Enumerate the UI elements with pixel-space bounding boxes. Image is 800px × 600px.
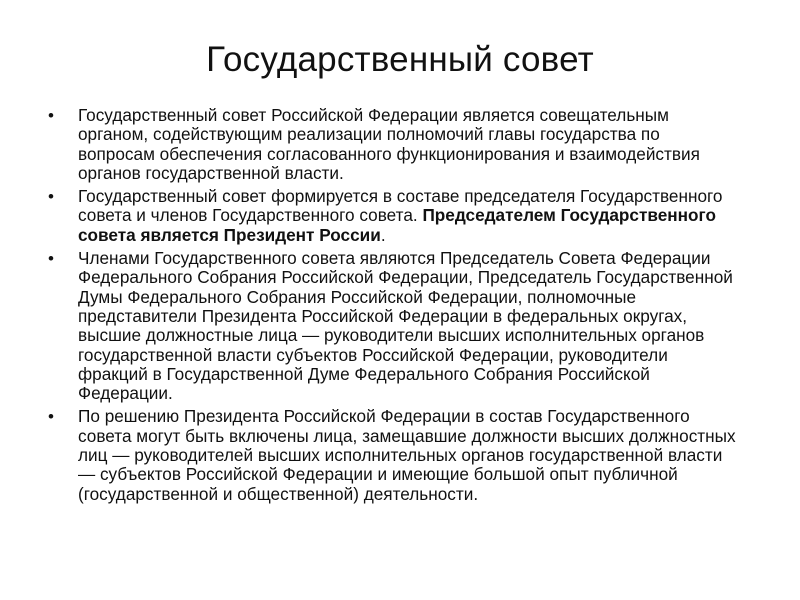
bullet-text: По решению Президента Российской Федерации в состав Государственного совета могут быть включены лица, замещавшие должности высших должностных лиц — руководителей высших исполнительных органов государственной власти — субъектов Российской Федерации и имеющие большой опыт публичной (государственной и общественной) деятельности. [78, 406, 736, 504]
bullet-text: Государственный совет Российской Федерации является совещательным органом, содействующим реализации полномочий главы государства по вопросам обеспечения согласованного функционирования и взаимодействия органов государственной власти. [78, 105, 700, 183]
bullet-text: Членами Государственного совета являются Председатель Совета Федерации Федерального Собрания Российской Федерации, Председатель Государственной Думы Федерального Собрания Российской Федерации, полномочные представители Президента Российской Федерации в федеральных округах, высшие должностные лица — руководители высших исполнительных органов государственной власти субъектов Российской Федерации, руководители фракций в Государственной Думе Федерального Собрания Российской Федерации. [78, 248, 733, 404]
bullet-item [48, 407, 738, 503]
bullet-item [48, 106, 738, 183]
bullet-text-end: . [380, 224, 386, 245]
bullet-icon: • [48, 407, 54, 427]
bullet-list [48, 106, 738, 508]
bullet-text: Государственный совет формируется в составе председателя Государственного совета и членов Государственного совета. [78, 186, 723, 226]
bullet-icon: • [48, 187, 54, 207]
slide-title: Государственный совет [206, 40, 594, 79]
bullet-bold-text: Председателем Государственного совета является Президент России [78, 205, 716, 245]
bullet-icon: • [48, 106, 54, 125]
bullet-icon: • [48, 249, 54, 269]
bullet-item [48, 187, 738, 245]
bullet-item [48, 249, 738, 403]
